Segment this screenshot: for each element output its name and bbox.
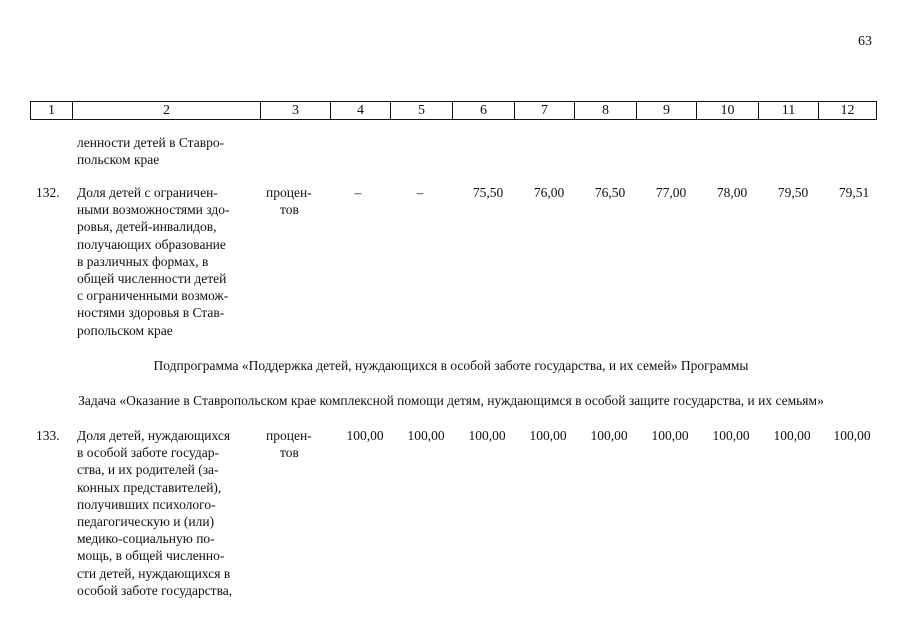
column-header: 7 [515, 102, 575, 120]
unit-line: процен- [266, 185, 312, 200]
column-header: 9 [637, 102, 697, 120]
row-description [77, 427, 252, 599]
value-cell: 77,00 [655, 185, 687, 200]
description-line: польском крае [77, 152, 160, 168]
value-cell: 100,00 [468, 428, 506, 443]
column-header: 5 [391, 102, 453, 120]
description-line: Доля детей, нуждающихся [77, 428, 231, 443]
description-line: ностями здоровья в Став- [77, 305, 225, 321]
value-cell: 100,00 [346, 428, 384, 443]
value-cell: 79,50 [777, 185, 809, 200]
column-header-row [30, 101, 877, 120]
value-cell: 100,00 [773, 428, 811, 443]
column-header: 3 [261, 102, 331, 120]
value-cell: 79,51 [838, 185, 870, 200]
description-line: медико-социальную по- [77, 531, 215, 547]
description-line: в различных формах, в [77, 253, 209, 269]
description-line: педагогическую и (или) [77, 514, 215, 530]
continuation-description [77, 134, 252, 168]
value-cell: 100,00 [407, 428, 445, 443]
value-cell: 100,00 [833, 428, 871, 443]
description-line: в особой заботе государ- [77, 445, 219, 461]
value-cell: 76,00 [533, 185, 565, 200]
value-cell: 100,00 [529, 428, 567, 443]
unit-cell [266, 184, 312, 218]
column-header: 12 [819, 102, 877, 120]
task-heading: Задача «Оказание в Ставропольском крае комплексной помощи детям, нуждающимся в особой защите государства, и их семьям» [78, 393, 824, 408]
page-number: 63 [858, 34, 872, 49]
subprogram-heading: Подпрограмма «Поддержка детей, нуждающихся в особой заботе государства, и их семей» Программы [153, 358, 749, 373]
value-cell: 100,00 [590, 428, 628, 443]
description-line: особой заботе государства, [77, 582, 233, 598]
value-cell: 100,00 [651, 428, 689, 443]
description-line: получивших психолого- [77, 496, 216, 512]
column-header: 10 [697, 102, 759, 120]
description-line: мощь, в общей численно- [77, 548, 225, 564]
column-header: 1 [31, 102, 73, 120]
unit-line: процен- [266, 428, 312, 443]
description-line: общей численности детей [77, 271, 227, 287]
row-description [77, 184, 252, 339]
value-cell: 76,50 [594, 185, 626, 200]
description-line: с ограниченными возмож- [77, 288, 229, 304]
description-line: ленности детей в Ставро- [77, 135, 225, 150]
value-cell: 75,50 [472, 185, 504, 200]
description-line: получающих образование [77, 236, 226, 252]
column-header: 11 [759, 102, 819, 120]
column-header: 8 [575, 102, 637, 120]
unit-line: тов [280, 202, 299, 218]
column-header: 2 [73, 102, 261, 120]
row-number: 132. [36, 185, 60, 200]
value-cell: – [354, 185, 362, 200]
description-line: ными возможностями здо- [77, 202, 230, 218]
column-header: 4 [331, 102, 391, 120]
unit-cell [266, 427, 312, 461]
description-line: конных представителей), [77, 479, 222, 495]
description-line: ства, и их родителей (за- [77, 462, 219, 478]
value-cell: – [416, 185, 424, 200]
description-line: сти детей, нуждающихся в [77, 565, 231, 581]
column-header: 6 [453, 102, 515, 120]
value-cell: 100,00 [712, 428, 750, 443]
description-line: ропольском крае [77, 322, 173, 338]
row-number: 133. [36, 428, 60, 443]
description-line: Доля детей с ограничен- [77, 185, 218, 200]
unit-line: тов [280, 445, 299, 461]
value-cell: 78,00 [716, 185, 748, 200]
description-line: ровья, детей-инвалидов, [77, 219, 217, 235]
